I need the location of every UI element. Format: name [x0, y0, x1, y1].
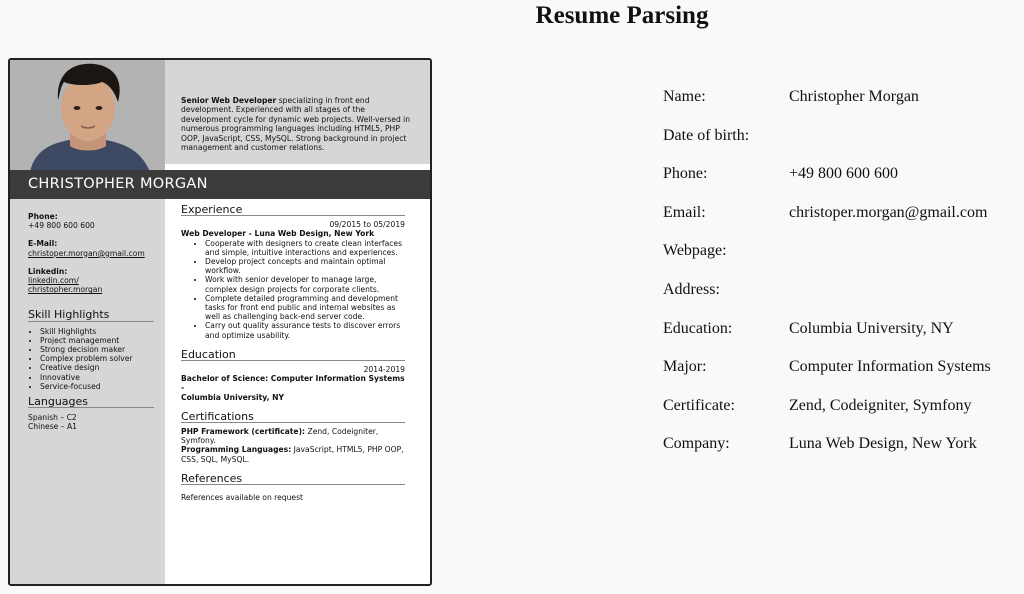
- parsed-field-row: [663, 165, 991, 204]
- certifications-section: [181, 409, 405, 464]
- contact-phone: [28, 212, 154, 230]
- parsed-field-label: Email:: [663, 203, 706, 221]
- cert-lang-label: Programming Languages:: [181, 445, 292, 455]
- parsed-field-value: Zend, Codeigniter, Symfony: [789, 396, 972, 414]
- linkedin-link-line1[interactable]: linkedin.com/: [28, 276, 79, 286]
- language-item: Spanish – C2: [28, 413, 77, 423]
- parsed-field-row: [663, 320, 991, 359]
- parsed-field-row: [663, 204, 991, 243]
- parsed-field-row: [663, 397, 991, 436]
- references-text: References available on request: [181, 493, 304, 503]
- resume-left-column: [28, 212, 154, 432]
- parsed-field-value: christoper.morgan@gmail.com: [789, 203, 988, 221]
- certifications-heading: Certifications: [181, 412, 405, 423]
- email-label: E-Mail:: [28, 239, 58, 249]
- skills-list: [28, 327, 154, 391]
- cert-php-label: PHP Framework (certificate):: [181, 427, 306, 437]
- phone-label: Phone:: [28, 212, 58, 221]
- skill-item: • Complex problem solver: [40, 354, 154, 363]
- summary-text: [181, 96, 416, 152]
- languages-heading: Languages: [28, 397, 154, 408]
- experience-heading: Experience: [181, 205, 405, 216]
- experience-bullets: [181, 239, 405, 340]
- parsed-field-row: [663, 127, 991, 166]
- education-degree: Bachelor of Science: Computer Information Systems -: [181, 374, 405, 393]
- parsed-field-label: Phone:: [663, 165, 708, 183]
- linkedin-link-line2[interactable]: christopher.morgan: [28, 285, 103, 295]
- contact-linkedin: [28, 267, 154, 295]
- summary-box: [165, 60, 430, 164]
- parsed-field-row: [663, 435, 991, 474]
- parsed-field-row: [663, 281, 991, 320]
- candidate-name-bar: CHRISTOPHER MORGAN: [10, 170, 430, 199]
- language-item: Chinese – A1: [28, 422, 77, 432]
- summary-body: specializing in front end development. Experienced with all stages of the development cycle for dynamic web projects. Well-versed in numerous programming languages including HTML5, PHP OOP, JavaScript, CSS, MySQL. Strong background in project management and customer relations.: [181, 96, 411, 153]
- experience-role: Web Developer - Luna Web Design, New York: [181, 229, 375, 239]
- skill-item: • Service-focused: [40, 382, 154, 391]
- summary-role: Senior Web Developer: [181, 96, 277, 105]
- resume-preview: [8, 58, 432, 586]
- education-section: [181, 347, 405, 402]
- linkedin-label: Linkedin:: [28, 266, 68, 276]
- skill-item: • Creative design: [40, 363, 154, 372]
- references-heading: References: [181, 474, 405, 485]
- skills-heading: Skill Highlights: [28, 310, 154, 321]
- parsed-field-label: Address:: [663, 280, 720, 298]
- email-link[interactable]: christoper.morgan@gmail.com: [28, 248, 145, 258]
- parsed-field-value: Luna Web Design, New York: [789, 435, 977, 453]
- page-title: Resume Parsing: [535, 2, 709, 29]
- cert-lang-value: JavaScript, HTML5, PHP OOP, CSS, SQL, MySQL.: [181, 445, 404, 464]
- parsed-field-value: Columbia University, NY: [789, 319, 954, 337]
- parsed-field-label: Name:: [663, 88, 706, 105]
- education-dates: 2014-2019: [363, 365, 405, 375]
- contact-email: [28, 239, 154, 257]
- parsed-field-label: Date of birth:: [663, 126, 750, 144]
- parsed-field-label: Certificate:: [663, 396, 735, 414]
- parsed-field-row: [663, 88, 991, 127]
- experience-bullet: • Develop project concepts and maintain optimal workflow.: [205, 257, 405, 275]
- experience-section: [181, 205, 405, 340]
- references-section: [181, 471, 405, 503]
- experience-bullet: • Work with senior developer to manage large, complex design projects for corporate clients.: [205, 275, 405, 293]
- cert-php-value: Zend, Codeigniter, Symfony.: [181, 427, 379, 446]
- profile-photo: [10, 60, 165, 172]
- skill-item: • Innovative: [40, 373, 154, 382]
- cert-languages: [181, 445, 405, 463]
- skill-item: • Strong decision maker: [40, 345, 154, 354]
- parsed-field-label: Company:: [663, 435, 730, 453]
- experience-bullet: • Cooperate with designers to create clean interfaces and simple, intuitive interactions and experiences.: [205, 239, 405, 257]
- parsed-field-value: +49 800 600 600: [789, 165, 899, 183]
- languages-list: [28, 413, 154, 431]
- parsed-field-label: Webpage:: [663, 242, 727, 260]
- parsed-field-label: Education:: [663, 319, 733, 337]
- skill-item: • Skill Highlights: [40, 327, 154, 336]
- education-heading: Education: [181, 350, 405, 361]
- parsed-field-value: Christopher Morgan: [789, 88, 919, 105]
- experience-bullet: • Complete detailed programming and development tasks for front end public and internal websites as well as challenging back-end server code.: [205, 294, 405, 322]
- parsed-field-value: Computer Information Systems: [789, 358, 991, 376]
- resume-right-column: [181, 205, 405, 512]
- parsed-field-row: [663, 358, 991, 397]
- parsed-fields: [663, 88, 991, 474]
- experience-bullet: • Carry out quality assurance tests to discover errors and optimize usability.: [205, 321, 405, 339]
- experience-dates: 09/2015 to 05/2019: [329, 220, 405, 230]
- phone-value: +49 800 600 600: [28, 221, 95, 231]
- skill-item: • Project management: [40, 336, 154, 345]
- education-school: Columbia University, NY: [181, 392, 285, 402]
- parsed-field-label: Major:: [663, 358, 707, 376]
- cert-php: [181, 427, 405, 445]
- parsed-field-row: [663, 242, 991, 281]
